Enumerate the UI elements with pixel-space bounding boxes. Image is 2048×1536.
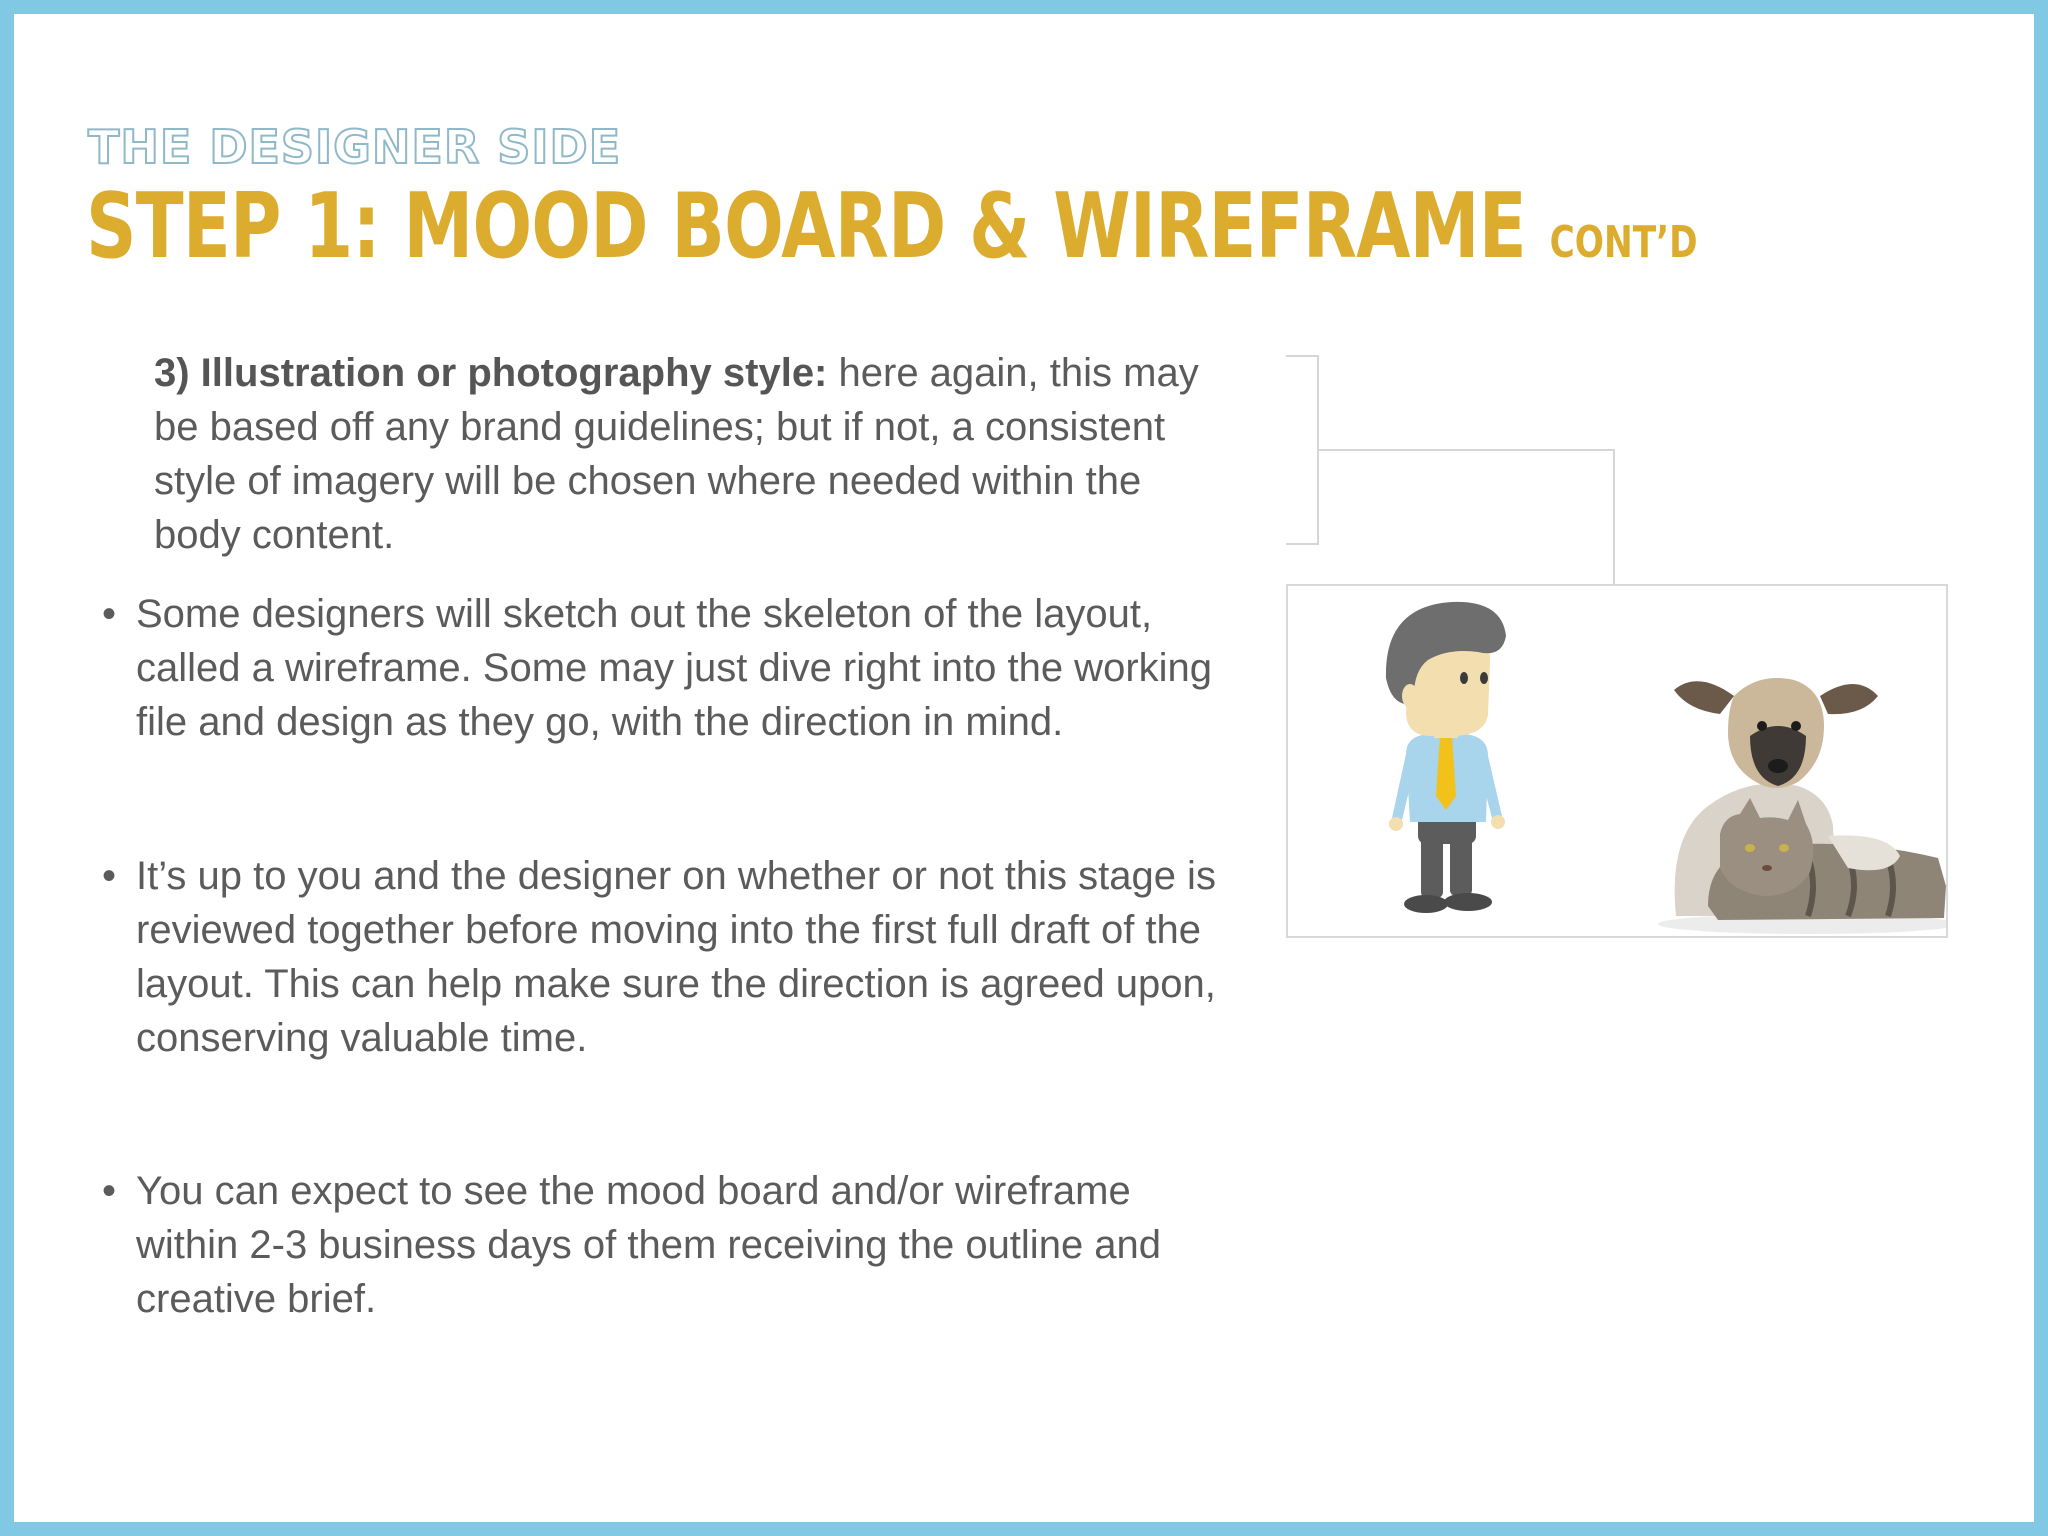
bullet-item [102,1164,1222,1326]
bullet-text: Some designers will sketch out the skeleton of the layout, called a wireframe. Some may just dive right into the working file and design as they go, with the direction in mind. [136,592,1213,744]
section-kicker: THE DESIGNER SIDE [88,120,622,174]
dog-and-cat-photo-icon [1658,678,1946,934]
bullet-item [102,587,1222,749]
bullet-text: It’s up to you and the designer on whether or not this stage is reviewed together before moving into the first full draft of the layout. This can help make sure the direction is agreed upon, conserving valuable time. [136,854,1216,1060]
illustration-image [1288,586,1946,936]
numbered-item-lead: 3) Illustration or photography style: [154,351,828,395]
slide-title [86,174,1698,279]
bullet-item [102,849,1222,1065]
bullet-dot: • [102,854,117,898]
illustration-frame [1286,584,1948,938]
bracket-connector [1284,354,1624,586]
slide-title-suffix: CONT’D [1549,217,1698,268]
numbered-item-text: here again, this may be based off any brand guidelines; but if not, a consistent style of imagery will be chosen where needed within the body content. [154,351,1199,557]
slide-title-main: STEP 1: MOOD BOARD & WIREFRAME [86,174,1526,279]
bullet-text: You can expect to see the mood board and/or wireframe within 2-3 business days of them receiving the outline and creative brief. [136,1169,1162,1321]
bullet-dot: • [102,1169,117,1213]
bullet-dot: • [102,592,117,636]
cartoon-businessman-icon [1386,602,1506,913]
numbered-item-3 [154,346,1234,562]
